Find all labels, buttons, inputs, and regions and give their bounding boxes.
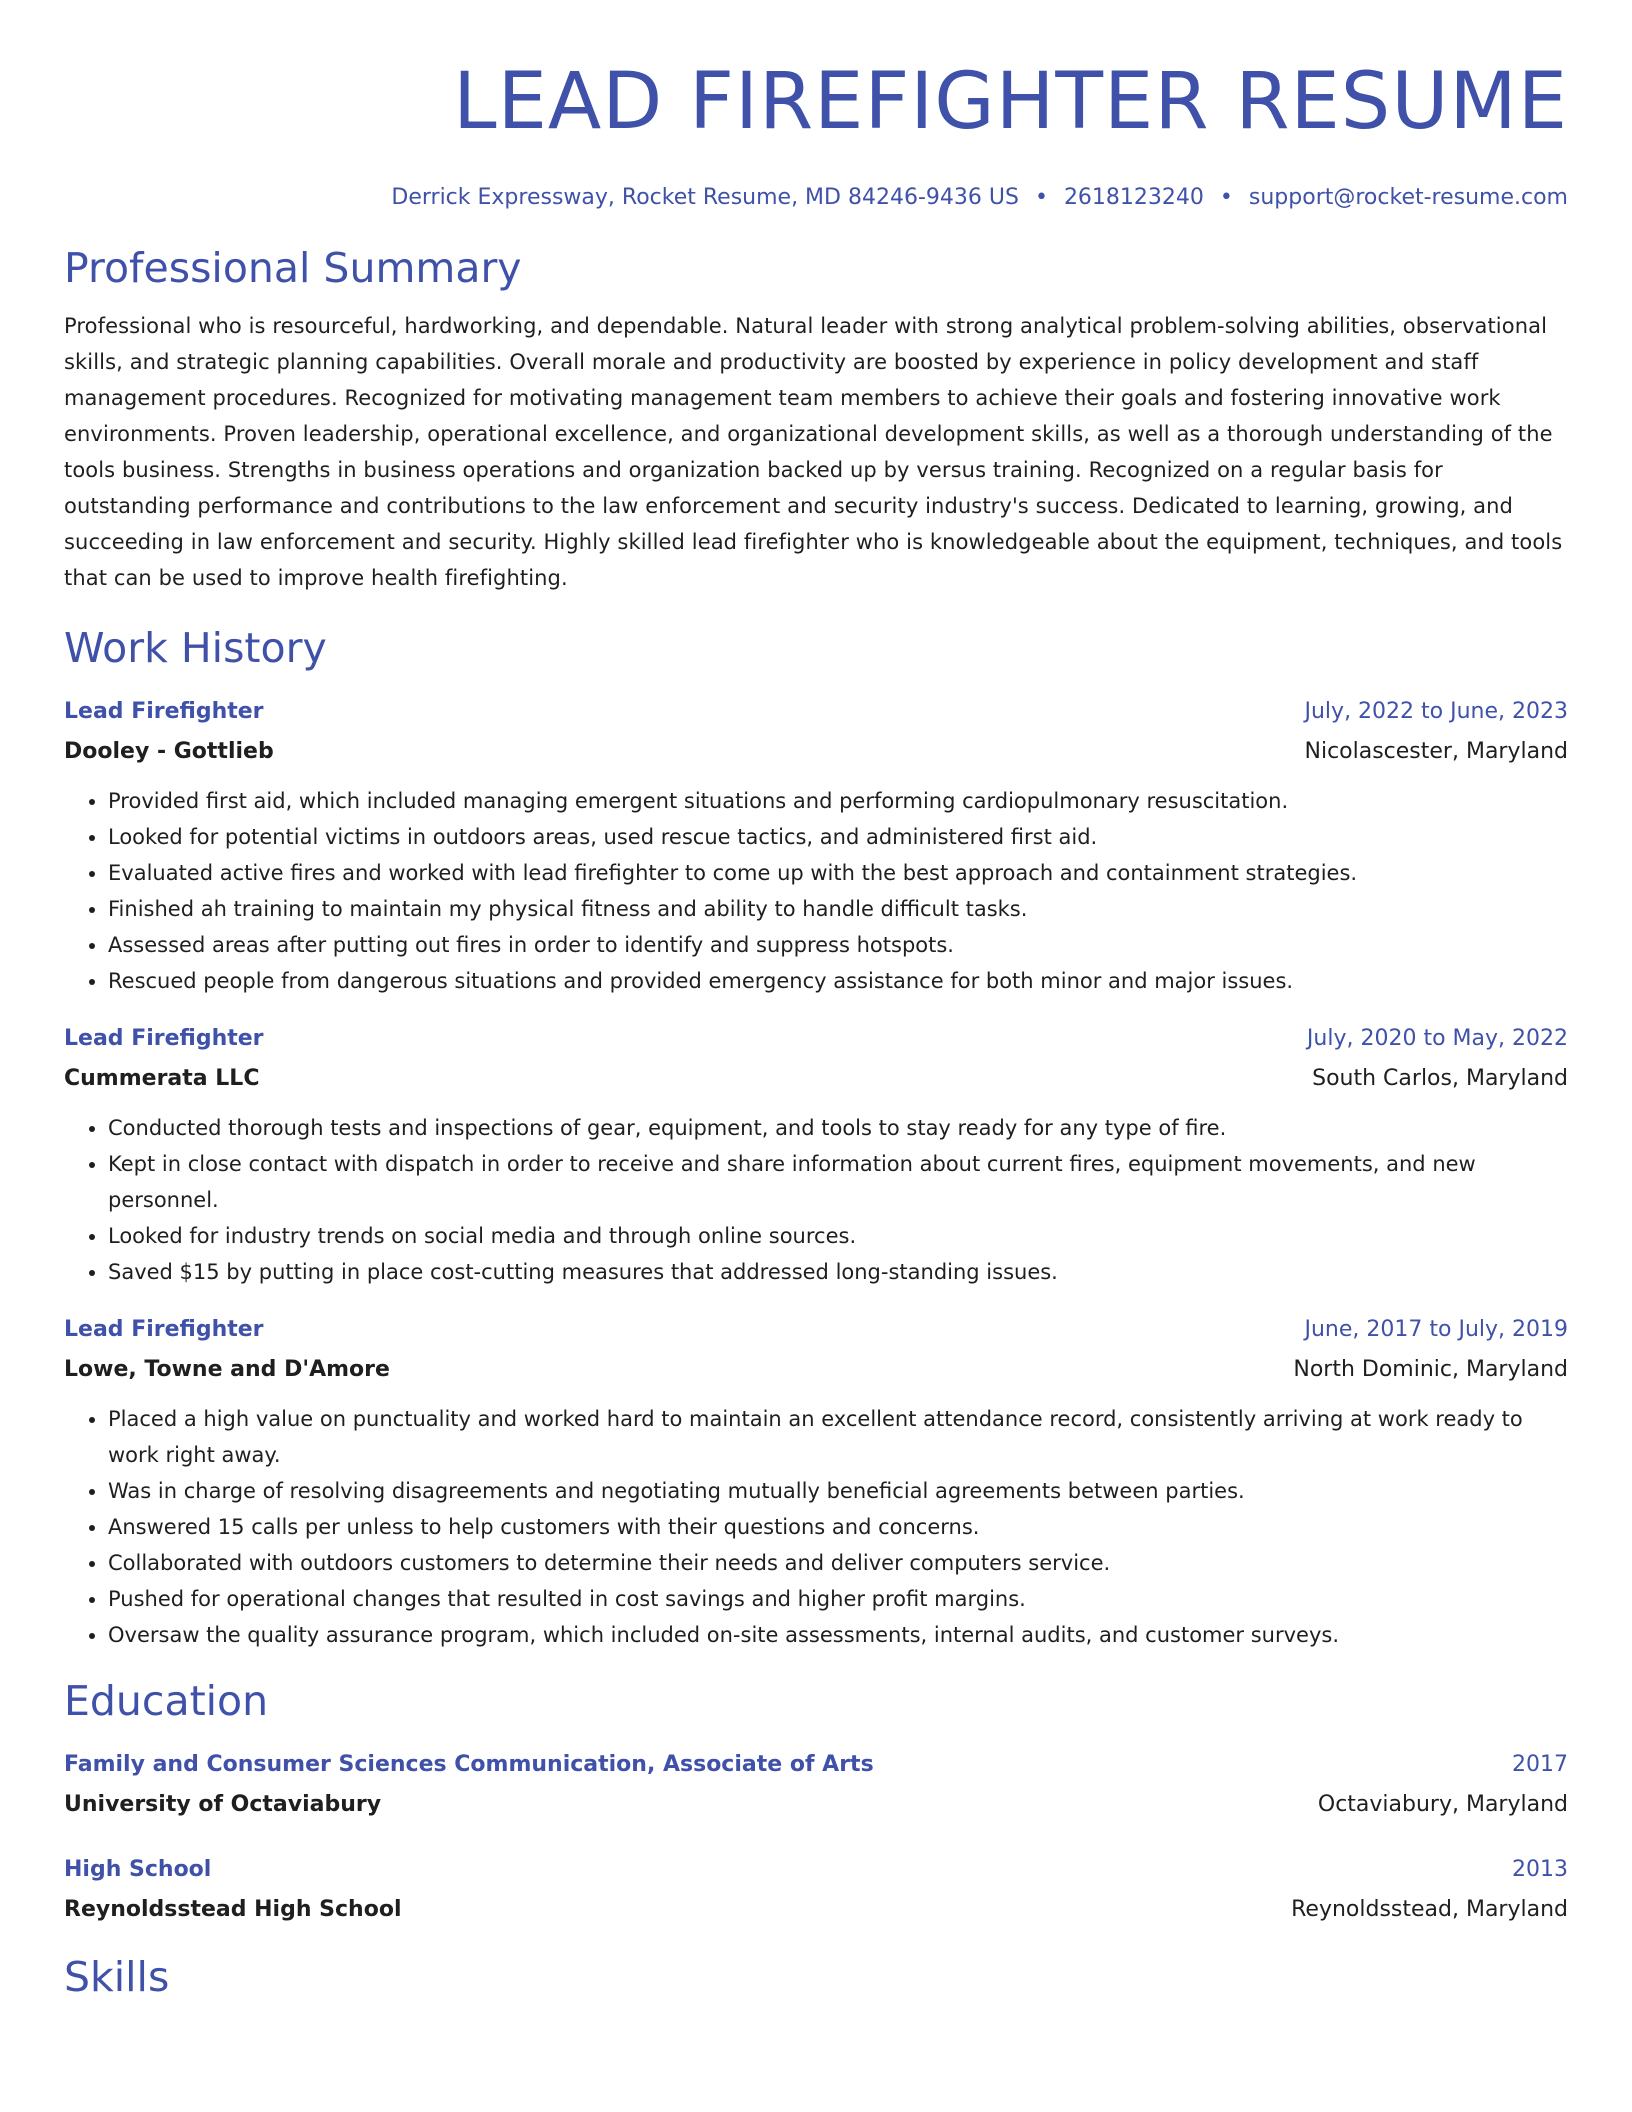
summary-text: Professional who is resourceful, hardworking, and dependable. Natural leader with strong analytical problem-solving abilities, observational skills, and strategic planning capabilities. Overall morale and productivity are boosted by experience in policy development and staff management procedures. Recognized for motivating management team members to achieve their goals and fostering innovative work environments. Proven leadership, operational excellence, and organizational development skills, as well as a thorough understanding of the tools business. Strengths in business operations and organization backed up by versus training. Recognized on a regular basis for outstanding performance and contributions to the law enforcement and security industry's success. Dedicated to learning, growing, and succeeding in law enforcement and security. Highly skilled lead firefighter who is knowledgeable about the equipment, techniques, and tools that can be used to improve health firefighting.: [64, 314, 1563, 590]
job-title-row: [64, 1312, 1568, 1348]
job-bullets: [64, 1110, 1568, 1290]
job-company-row: [64, 733, 1568, 771]
job-title: Lead Firefighter: [64, 1026, 264, 1051]
job-bullet: • Oversaw the quality assurance program, which included on-site assessments, internal audits, and customer surveys.: [108, 1617, 1568, 1653]
education-school-row: [64, 1891, 1568, 1929]
education-location: Reynoldsstead, Maryland: [1291, 1897, 1568, 1922]
job-bullets: [64, 783, 1568, 999]
job-entry: [64, 1312, 1568, 1653]
job-company: Cummerata LLC: [64, 1066, 260, 1091]
job-company: Dooley - Gottlieb: [64, 739, 274, 764]
job-dates: July, 2020 to May, 2022: [1306, 1026, 1568, 1051]
job-dates: June, 2017 to July, 2019: [1304, 1317, 1568, 1342]
job-title-row: [64, 1021, 1568, 1057]
resume-title: LEAD FIREFIGHTER RESUME: [453, 57, 1568, 147]
job-bullet: • Answered 15 calls per unless to help customers with their questions and concerns.: [108, 1509, 1568, 1545]
job-location: South Carlos, Maryland: [1312, 1066, 1568, 1091]
education-school: University of Octaviabury: [64, 1792, 382, 1817]
work-history-heading: Work History: [64, 624, 327, 672]
education-entry: [64, 1747, 1568, 1824]
education-degree-row: [64, 1747, 1568, 1783]
education-year: 2017: [1512, 1752, 1568, 1777]
job-title-row: [64, 694, 1568, 730]
job-bullet: • Kept in close contact with dispatch in order to receive and share information about current fires, equipment movements, and new personnel.: [108, 1146, 1568, 1218]
job-bullets: [64, 1401, 1568, 1653]
job-bullet: • Looked for industry trends on social media and through online sources.: [108, 1218, 1568, 1254]
education-degree-row: [64, 1852, 1568, 1888]
contact-phone: 2618123240: [1063, 185, 1204, 210]
education-heading: Education: [64, 1677, 269, 1725]
job-dates: July, 2022 to June, 2023: [1304, 699, 1568, 724]
job-company-row: [64, 1351, 1568, 1389]
job-title: Lead Firefighter: [64, 1317, 264, 1342]
education-school-row: [64, 1786, 1568, 1824]
job-bullet: • Assessed areas after putting out fires in order to identify and suppress hotspots.: [108, 927, 1568, 963]
job-bullet: • Collaborated with outdoors customers to determine their needs and deliver computers service.: [108, 1545, 1568, 1581]
summary-heading: Professional Summary: [64, 244, 522, 292]
contact-email: support@rocket-resume.com: [1248, 185, 1568, 210]
skills-heading: Skills: [64, 1953, 170, 2001]
education-location: Octaviabury, Maryland: [1317, 1792, 1568, 1817]
contact-separator: •: [1219, 185, 1233, 210]
contact-separator: •: [1034, 185, 1048, 210]
contact-address: Derrick Expressway, Rocket Resume, MD 84246-9436 US: [391, 185, 1019, 210]
job-bullet: • Rescued people from dangerous situations and provided emergency assistance for both minor and major issues.: [108, 963, 1568, 999]
education-school: Reynoldsstead High School: [64, 1897, 402, 1922]
job-bullet: • Evaluated active fires and worked with lead firefighter to come up with the best approach and containment strategies.: [108, 855, 1568, 891]
job-bullet: • Provided first aid, which included managing emergent situations and performing cardiopulmonary resuscitation.: [108, 783, 1568, 819]
job-entry: [64, 1021, 1568, 1290]
job-company: Lowe, Towne and D'Amore: [64, 1357, 390, 1382]
education-degree: High School: [64, 1857, 212, 1882]
job-location: Nicolascester, Maryland: [1304, 739, 1568, 764]
job-bullet: • Pushed for operational changes that resulted in cost savings and higher profit margins.: [108, 1581, 1568, 1617]
education-year: 2013: [1512, 1857, 1568, 1882]
job-bullet: • Looked for potential victims in outdoors areas, used rescue tactics, and administered first aid.: [108, 819, 1568, 855]
job-bullet: • Was in charge of resolving disagreements and negotiating mutually beneficial agreements between parties.: [108, 1473, 1568, 1509]
contact-line: [64, 182, 1568, 214]
job-bullet: • Placed a high value on punctuality and worked hard to maintain an excellent attendance record, consistently arriving at work ready to work right away.: [108, 1401, 1568, 1473]
job-title: Lead Firefighter: [64, 699, 264, 724]
job-bullet: • Finished ah training to maintain my physical fitness and ability to handle difficult tasks.: [108, 891, 1568, 927]
education-degree: Family and Consumer Sciences Communication, Associate of Arts: [64, 1752, 874, 1777]
job-bullet: • Conducted thorough tests and inspections of gear, equipment, and tools to stay ready for any type of fire.: [108, 1110, 1568, 1146]
education-entry: [64, 1852, 1568, 1929]
job-entry: [64, 694, 1568, 999]
job-bullet: • Saved $15 by putting in place cost-cutting measures that addressed long-standing issues.: [108, 1254, 1568, 1290]
job-location: North Dominic, Maryland: [1293, 1357, 1568, 1382]
job-company-row: [64, 1060, 1568, 1098]
